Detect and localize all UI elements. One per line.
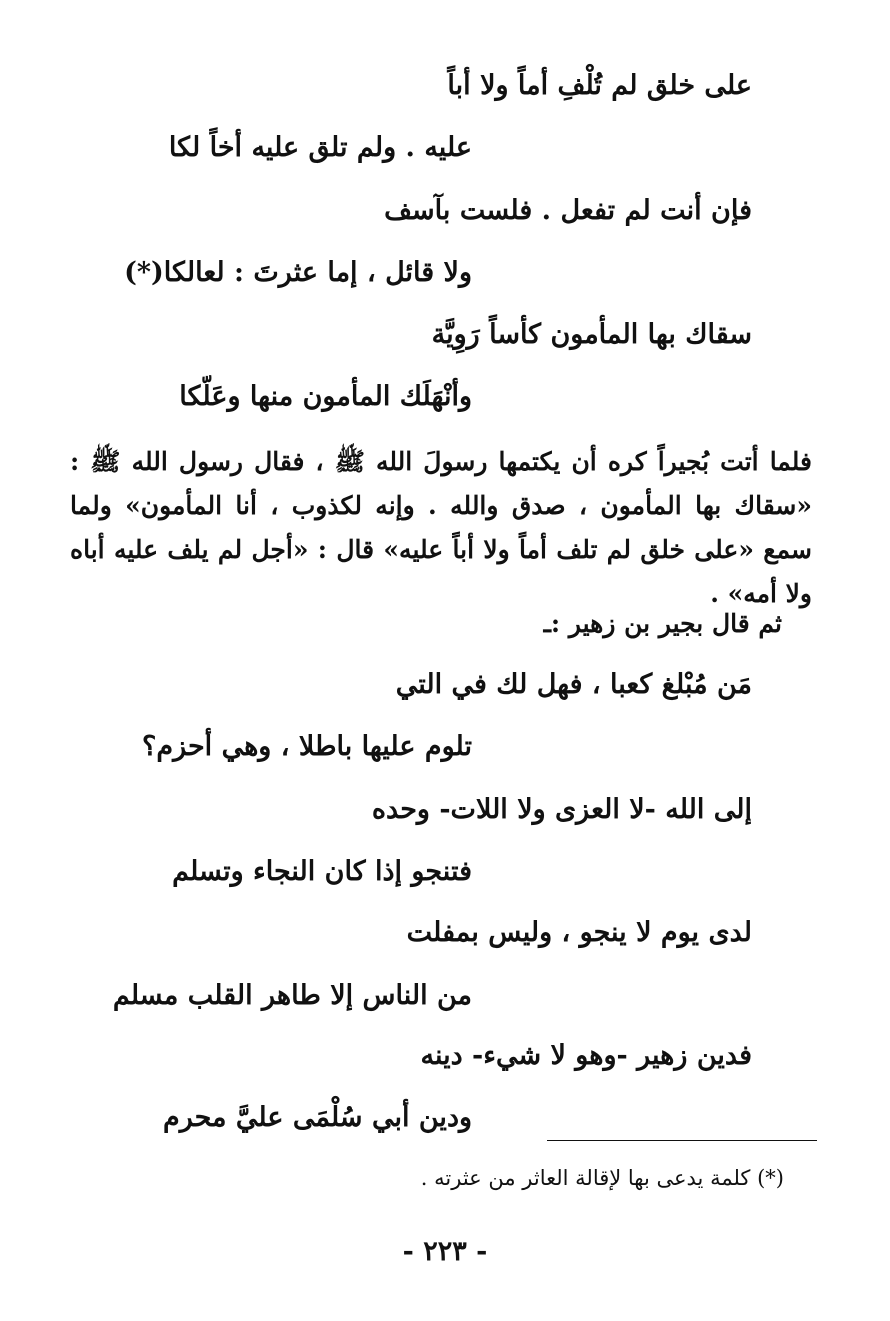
poem-verse-line: فدين زهير -وهو لا شيء- دينه	[420, 1040, 752, 1071]
poem-verse-line: لدى يوم لا ينجو ، وليس بمفلت	[406, 917, 752, 948]
poem-verse-line: فإن أنت لم تفعل . فلست بآسف	[384, 195, 752, 226]
poem-verse-line: تلوم عليها باطلا ، وهي أحزم؟	[142, 731, 472, 762]
poem-verse-line: سقاك بها المأمون كأساً رَوِيَّة	[431, 319, 752, 350]
poem-verse-line: من الناس إلا طاهر القلب مسلم	[112, 980, 472, 1011]
footnote: (*) كلمة يدعى بها لإقالة العاثر من عثرته .	[420, 1166, 784, 1190]
poem-verse-line: إلى الله -لا العزى ولا اللات- وحده	[371, 794, 752, 825]
poem-verse-line: وأنْهَلَك المأمون منها وعَلّكا	[179, 381, 472, 412]
footnote-separator	[547, 1140, 817, 1141]
poem-intro: ثم قال بجير بن زهير :ـ	[543, 609, 782, 638]
poem-verse-line: مَن مُبْلغ كعبا ، فهل لك في التي	[395, 669, 752, 700]
poem-verse-line: عليه . ولم تلق عليه أخاً لكا	[168, 132, 472, 163]
page-number: - ٢٢٣ -	[402, 1236, 488, 1267]
poem-verse-line: على خلق لم تُلْفِ أماً ولا أباً	[447, 70, 752, 101]
poem-verse-line: فتنجو إذا كان النجاء وتسلم	[172, 856, 472, 887]
prose-paragraph: فلما أتت بُجيراً كره أن يكتمها رسولَ الله ﷺ ، فقال رسول الله ﷺ : «سقاك بها المأمون ، صدق والله . وإنه لكذوب ، أنا المأمون» ولما سمع «على خلق لم تلف أماً ولا أباً عليه» قال : «أجل لم يلف عليه أباه ولا أمه» .	[70, 447, 812, 608]
poem-verse-line: ولا قائل ، إما عثرتَ : لعالكا(*)	[124, 257, 472, 288]
poem-verse-line: ودين أبي سُلْمَى عليَّ محرم	[163, 1102, 472, 1133]
